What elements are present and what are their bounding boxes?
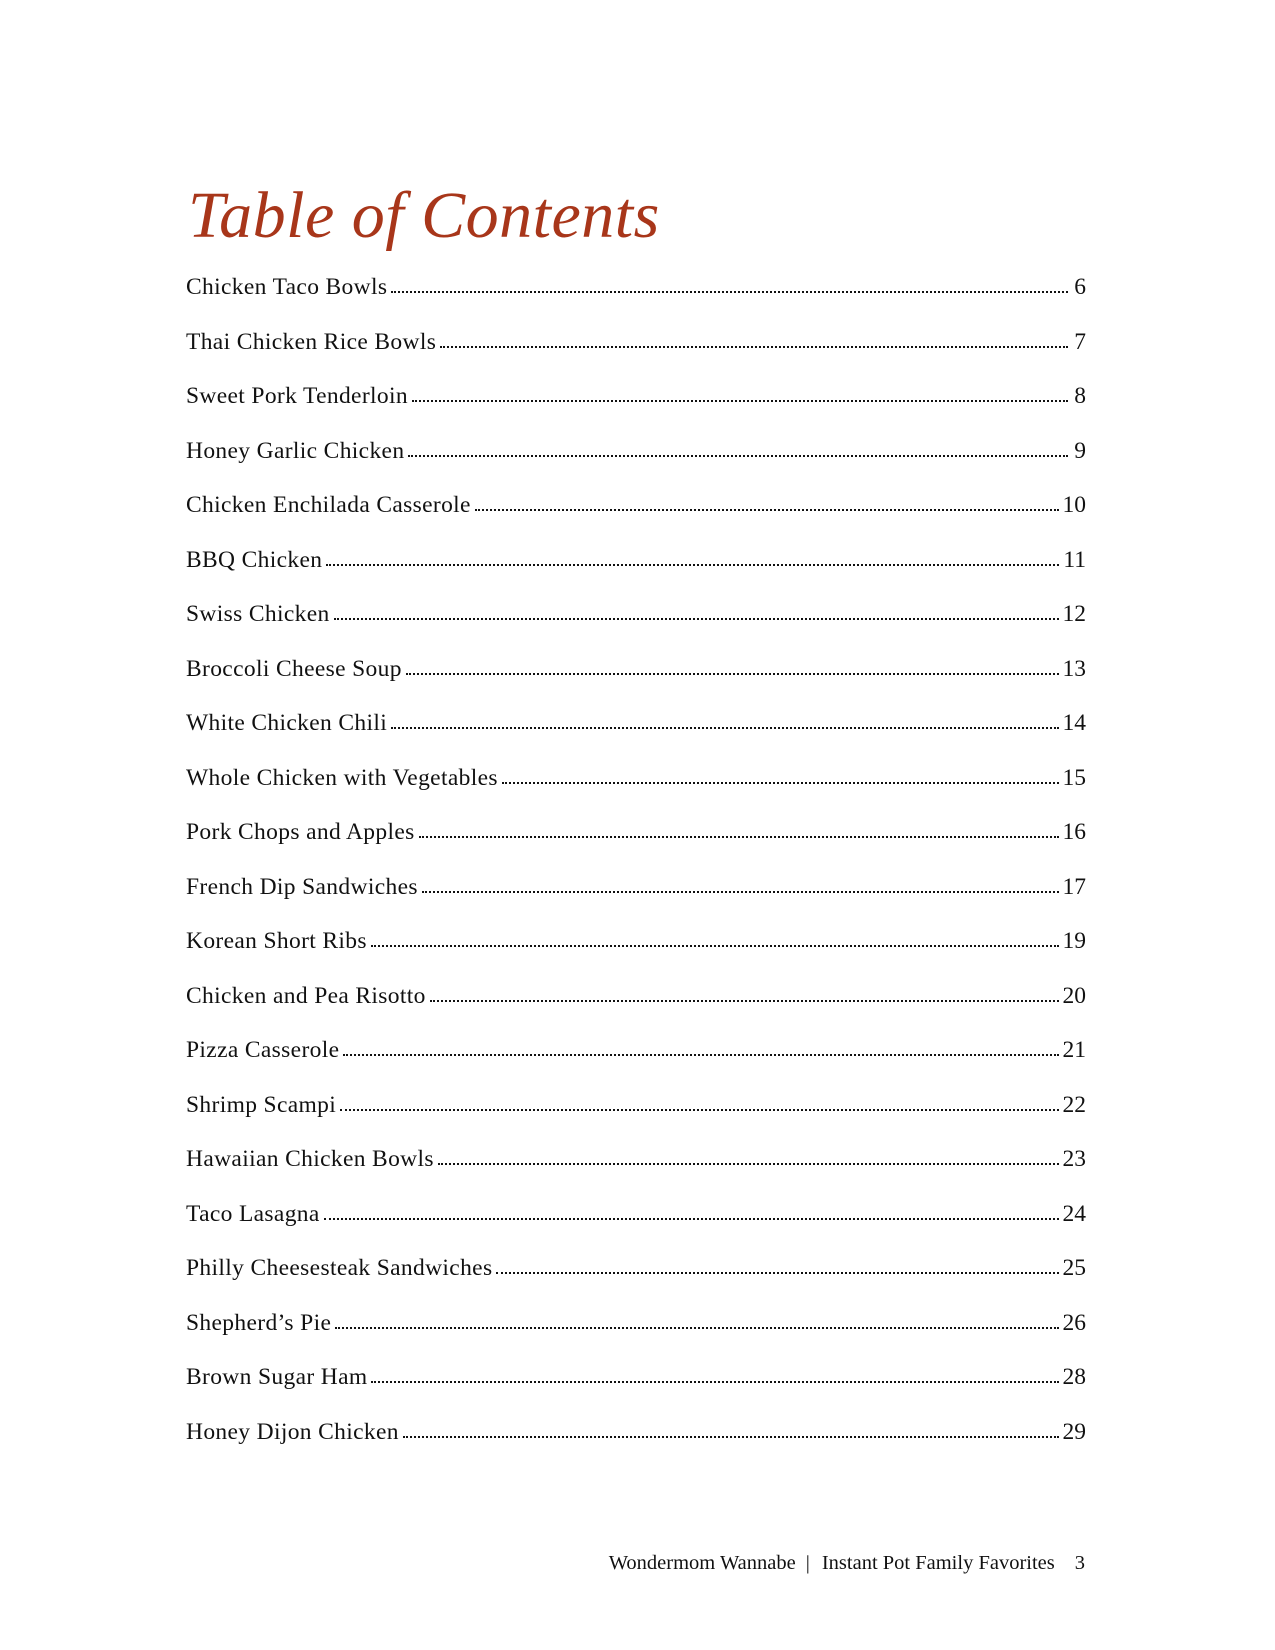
dot-leader <box>406 671 1059 675</box>
footer-separator: | <box>805 1552 810 1574</box>
toc-entry-label: Korean Short Ribs <box>186 928 367 954</box>
dot-leader <box>438 1161 1059 1165</box>
toc-entry[interactable] <box>186 1035 1086 1090</box>
toc-entry-label: French Dip Sandwiches <box>186 873 418 900</box>
toc-entry-page: 19 <box>1062 928 1086 954</box>
dot-leader <box>412 398 1068 402</box>
toc-entry-page: 22 <box>1062 1091 1086 1118</box>
toc-entry[interactable] <box>186 872 1086 927</box>
toc-entry[interactable] <box>186 926 1086 981</box>
toc-entry[interactable] <box>186 436 1086 491</box>
dot-leader <box>430 998 1059 1002</box>
toc-entry[interactable] <box>186 1090 1086 1145</box>
toc-entry[interactable] <box>186 1417 1086 1472</box>
toc-entry[interactable] <box>186 708 1086 763</box>
toc-entry-page: 16 <box>1062 819 1086 845</box>
toc-entry[interactable] <box>186 272 1086 327</box>
toc-entry-label: Honey Garlic Chicken <box>186 437 405 464</box>
table-of-contents <box>186 272 1086 1471</box>
toc-entry-label: Whole Chicken with Vegetables <box>186 764 498 791</box>
toc-entry-page: 21 <box>1062 1037 1086 1063</box>
toc-entry-page: 6 <box>1074 274 1086 300</box>
toc-entry-label: Hawaiian Chicken Bowls <box>186 1146 434 1172</box>
footer-author: Wondermom Wannabe <box>608 1552 796 1574</box>
dot-leader <box>403 1434 1059 1438</box>
dot-leader <box>475 507 1059 511</box>
toc-entry-page: 29 <box>1062 1418 1086 1445</box>
toc-entry[interactable] <box>186 490 1086 545</box>
dot-leader <box>502 780 1059 784</box>
toc-entry-label: Philly Cheesesteak Sandwiches <box>186 1255 493 1281</box>
toc-entry-page: 9 <box>1074 437 1086 464</box>
dot-leader <box>326 562 1059 566</box>
toc-entry-label: Chicken Enchilada Casserole <box>186 492 471 518</box>
page-title: Table of Contents <box>188 179 660 252</box>
dot-leader <box>334 616 1059 620</box>
toc-entry-page: 20 <box>1062 982 1086 1009</box>
dot-leader <box>419 834 1059 838</box>
dot-leader <box>496 1270 1058 1274</box>
toc-entry[interactable] <box>186 545 1086 600</box>
toc-entry[interactable] <box>186 654 1086 709</box>
dot-leader <box>343 1052 1058 1056</box>
toc-entry[interactable] <box>186 981 1086 1036</box>
toc-entry-page: 14 <box>1062 710 1086 736</box>
toc-entry-page: 11 <box>1063 546 1086 573</box>
toc-entry-page: 10 <box>1062 492 1086 518</box>
dot-leader <box>391 289 1068 293</box>
toc-entry-label: Shepherd’s Pie <box>186 1309 332 1336</box>
toc-entry-label: Thai Chicken Rice Bowls <box>186 328 437 355</box>
toc-entry[interactable] <box>186 381 1086 436</box>
toc-entry-label: Sweet Pork Tenderloin <box>186 383 408 409</box>
toc-entry-label: Pork Chops and Apples <box>186 819 415 845</box>
dot-leader <box>440 344 1068 348</box>
toc-entry-label: Taco Lasagna <box>186 1200 320 1227</box>
toc-entry-page: 28 <box>1062 1364 1086 1390</box>
toc-entry-page: 7 <box>1074 328 1086 355</box>
toc-entry-label: BBQ Chicken <box>186 546 323 573</box>
toc-entry[interactable] <box>186 1362 1086 1417</box>
toc-entry-label: Swiss Chicken <box>186 601 330 627</box>
toc-entry[interactable] <box>186 1199 1086 1254</box>
footer-page-number: 3 <box>1074 1552 1085 1574</box>
toc-entry-page: 24 <box>1062 1200 1086 1227</box>
dot-leader <box>422 889 1059 893</box>
toc-entry-page: 13 <box>1062 655 1086 682</box>
toc-entry-label: Chicken and Pea Risotto <box>186 982 426 1009</box>
toc-entry-label: Shrimp Scampi <box>186 1091 337 1118</box>
footer-book-title: Instant Pot Family Favorites <box>821 1552 1055 1574</box>
toc-entry-label: Pizza Casserole <box>186 1037 340 1063</box>
dot-leader <box>324 1216 1059 1220</box>
toc-entry-page: 12 <box>1062 601 1086 627</box>
toc-entry-page: 8 <box>1074 383 1086 409</box>
toc-entry-page: 15 <box>1062 764 1086 791</box>
dot-leader <box>371 943 1059 947</box>
toc-entry-label: White Chicken Chili <box>186 710 388 736</box>
toc-entry[interactable] <box>186 763 1086 818</box>
dot-leader <box>391 725 1058 729</box>
toc-entry[interactable] <box>186 1144 1086 1199</box>
dot-leader <box>340 1107 1058 1111</box>
toc-entry[interactable] <box>186 1308 1086 1363</box>
page-footer <box>609 1552 1085 1575</box>
dot-leader <box>335 1325 1058 1329</box>
toc-entry[interactable] <box>186 1253 1086 1308</box>
toc-entry-page: 17 <box>1062 873 1086 900</box>
toc-entry-label: Chicken Taco Bowls <box>186 274 388 300</box>
toc-entry[interactable] <box>186 817 1086 872</box>
toc-entry-label: Broccoli Cheese Soup <box>186 655 402 682</box>
toc-entry-page: 26 <box>1062 1309 1086 1336</box>
toc-entry-label: Brown Sugar Ham <box>186 1364 368 1390</box>
toc-entry-page: 23 <box>1062 1146 1086 1172</box>
toc-entry[interactable] <box>186 327 1086 382</box>
toc-entry[interactable] <box>186 599 1086 654</box>
toc-entry-page: 25 <box>1062 1255 1086 1281</box>
toc-entry-label: Honey Dijon Chicken <box>186 1418 399 1445</box>
dot-leader <box>408 453 1068 457</box>
dot-leader <box>371 1379 1058 1383</box>
